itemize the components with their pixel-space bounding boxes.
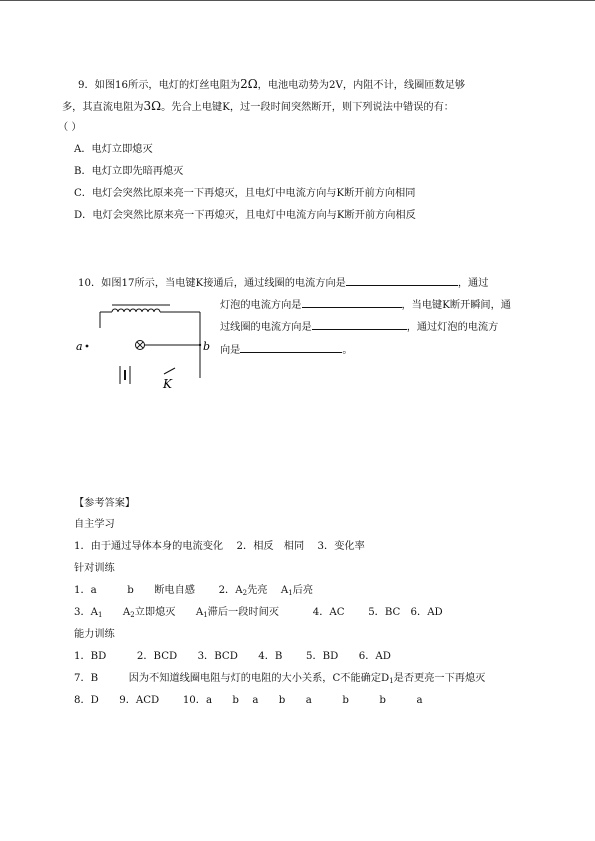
q9-line-1 <box>78 77 465 93</box>
terminal-b-dot <box>199 344 201 346</box>
q10-text: 10．如图17所示，当电键K接通后，通过线圈的电流方向是 <box>78 278 346 289</box>
label-k: K <box>163 377 172 391</box>
q9-text: ，电池电动势为2V，内阻不计，线圈匝数足够 <box>257 80 466 91</box>
q9-text: 多，其直流电阻为 <box>62 102 144 113</box>
q10-text: ，通过灯泡的电流方 <box>406 322 499 333</box>
q9-text: 。先合上电键K，过一段时间突然断开，则下列说法中错误的有： <box>161 102 454 113</box>
subscript: 2 <box>130 611 135 619</box>
q10-blank-4[interactable] <box>240 342 342 353</box>
q10-text: 灯泡的电流方向是 <box>220 300 302 311</box>
q9-option-d: D．电灯会突然比原来亮一下再熄灭，且电灯中电流方向与K断开前方向相反 <box>74 210 416 221</box>
answer-text: A <box>102 607 131 618</box>
q10-line-1 <box>78 275 488 291</box>
ability-answers-line-1: 1．BD 2．BCD 3．BCD 4．B 5．BD 6．AD <box>74 651 391 662</box>
self-study-answers: 1．由于通过导体本身的电流变化 2．相反 相同 3．变化率 <box>74 541 365 552</box>
answers-heading: 【参考答案】 <box>74 498 136 509</box>
inductor-coil <box>100 305 182 312</box>
battery-symbol <box>120 366 130 384</box>
subscript: 1 <box>203 611 208 619</box>
q10-line-4 <box>220 342 353 358</box>
label-b: b <box>203 340 210 353</box>
answer-text: 先亮 A <box>247 585 289 596</box>
targeted-answers-line-2 <box>74 606 443 620</box>
page-top-rule <box>0 0 595 1</box>
answer-text: 1．a b 断电自感 2．A <box>74 585 243 596</box>
circuit-diagram <box>70 300 210 392</box>
q9-option-c: C．电灯会突然比原来亮一下再熄灭，且电灯中电流方向与K断开前方向相同 <box>74 188 416 199</box>
answer-text: 立即熄灭 A <box>134 607 204 618</box>
answer-text: 是否更亮一下再熄灭 <box>393 673 486 684</box>
ability-answers-line-2 <box>74 672 485 686</box>
label-a: a <box>76 340 83 353</box>
lamp-symbol <box>136 341 145 350</box>
subscript: 2 <box>242 589 248 597</box>
section-title-targeted-training: 针对训练 <box>74 563 115 574</box>
q10-blank-2[interactable] <box>302 297 402 308</box>
subscript: 1 <box>389 677 394 685</box>
q10-text: ，当电键K断开瞬间，通 <box>401 300 511 311</box>
q9-text: 9．如图16所示，电灯的灯丝电阻为 <box>78 80 241 91</box>
terminal-a-dot <box>86 345 89 348</box>
section-title-ability-training: 能力训练 <box>74 629 115 640</box>
subscript: 1 <box>98 611 103 619</box>
q10-text: 过线圈的电流方向是 <box>220 322 312 333</box>
q9-line-2 <box>62 99 454 115</box>
q9-option-b: B．电灯立即先暗再熄灭 <box>74 166 184 177</box>
q10-text: 向是 <box>220 345 241 356</box>
q10-text: ，通过 <box>457 278 489 289</box>
q10-line-3 <box>220 319 498 335</box>
answer-text: 3．A <box>74 607 99 618</box>
answer-text: 7．B 因为不知道线圈电阻与灯的电阻的大小关系，C不能确定D <box>74 673 390 684</box>
q9-answer-paren: （ ） <box>58 122 82 133</box>
q9-option-a: A．电灯立即熄灭 <box>74 144 153 155</box>
q10-blank-1[interactable] <box>346 275 458 286</box>
switch-k <box>164 368 175 374</box>
section-title-self-study: 自主学习 <box>74 519 115 530</box>
answer-text: 后亮 <box>292 585 314 596</box>
q9-lamp-resistance: 2Ω <box>240 77 258 91</box>
subscript: 1 <box>288 589 293 597</box>
ability-answers-line-3: 8．D 9．ACD 10．a b a b a b b a <box>74 695 423 706</box>
targeted-answers-line-1 <box>74 584 313 598</box>
answer-text: 滞后一段时间灭 4．AC 5．BC 6．AD <box>207 607 443 618</box>
q10-text: 。 <box>342 345 353 356</box>
q10-line-2 <box>220 297 511 313</box>
q9-coil-resistance: 3Ω <box>143 99 162 113</box>
q10-blank-3[interactable] <box>312 319 407 330</box>
